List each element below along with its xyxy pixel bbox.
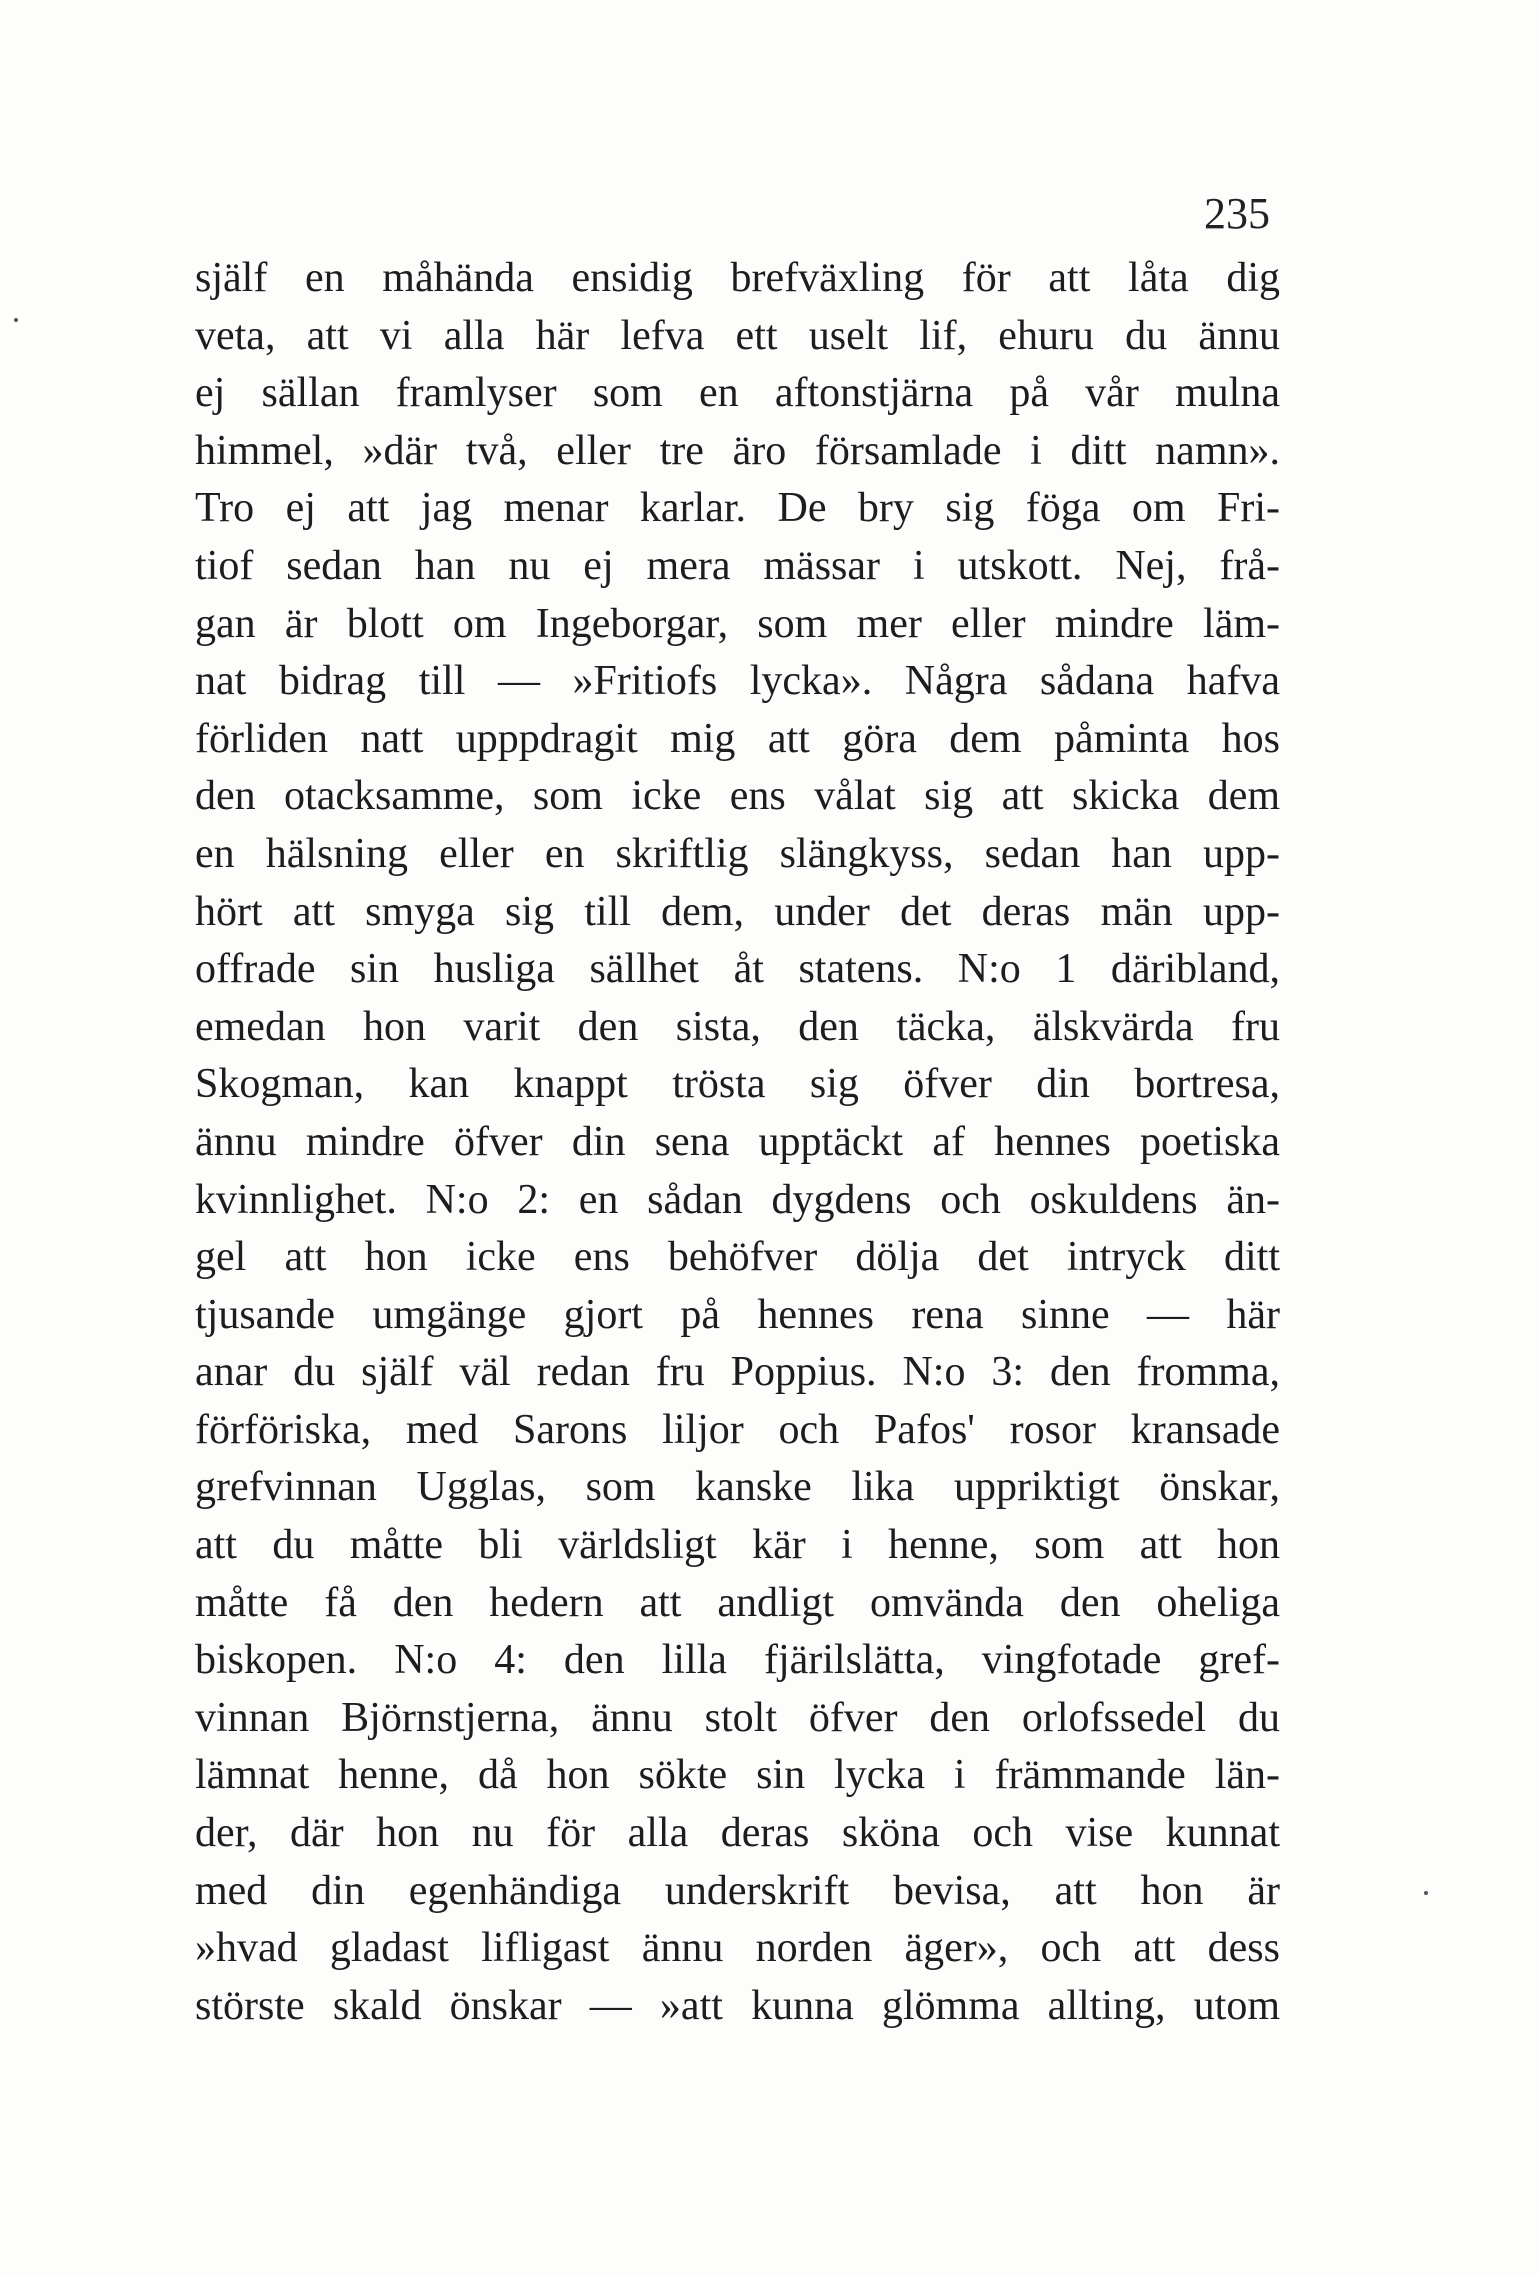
text-line: anar du själf väl redan fru Poppius. N:o 3: den fromma, [195,1349,1280,1396]
page-number: 235 [1204,189,1270,238]
scan-speck [1424,1891,1428,1895]
text-line: en hälsning eller en skriftlig slängkyss, sedan han upp- [195,830,1280,877]
text-line: »hvad gladast lifligast ännu norden äger», och att dess [195,1925,1280,1972]
text-line: ej sällan framlyser som en aftonstjärna på vår mulna [195,370,1280,417]
text-line: att du måtte bli världsligt kär i henne, som att hon [195,1522,1280,1569]
text-line: vinnan Björnstjerna, ännu stolt öfver den orlofssedel du [195,1694,1280,1741]
text-line: själf en måhända ensidig brefväxling för att låta dig [195,255,1280,301]
text-line: grefvinnan Ugglas, som kanske lika uppriktigt önskar, [195,1464,1280,1511]
text-line: den otacksamme, som icke ens vålat sig att skicka dem [195,773,1280,820]
text-line: med din egenhändiga underskrift bevisa, att hon är [195,1867,1280,1914]
body-text [195,250,1280,2035]
text-line: måtte få den hedern att andligt omvända den oheliga [195,1579,1280,1626]
text-line: tiof sedan han nu ej mera mässar i utskott. Nej, frå- [195,542,1280,589]
scan-speck [14,318,18,322]
text-line: nat bidrag till — »Fritiofs lycka». Några sådana hafva [195,658,1280,705]
text-line: störste skald önskar — »att kunna glömma allting, utom [195,1982,1280,2029]
text-line: biskopen. N:o 4: den lilla fjärilslätta, vingfotade gref- [195,1637,1280,1684]
text-line: gan är blott om Ingeborgar, som mer eller mindre läm- [195,600,1280,647]
text-line: tjusande umgänge gjort på hennes rena sinne — här [195,1291,1280,1338]
text-line: hört att smyga sig till dem, under det deras män upp- [195,888,1280,935]
text-line: förföriska, med Sarons liljor och Pafos' rosor kransade [195,1406,1280,1453]
text-line: emedan hon varit den sista, den täcka, älskvärda fru [195,1003,1280,1050]
text-line: gel att hon icke ens behöfver dölja det intryck ditt [195,1234,1280,1281]
text-line: der, där hon nu för alla deras sköna och vise kunnat [195,1810,1280,1857]
text-line: lämnat henne, då hon sökte sin lycka i främmande län- [195,1752,1280,1799]
text-line: Tro ej att jag menar karlar. De bry sig föga om Fri- [195,485,1280,532]
text-line: himmel, »där två, eller tre äro församlade i ditt namn». [195,427,1280,474]
text-line: ännu mindre öfver din sena upptäckt af hennes poetiska [195,1118,1280,1165]
text-line: offrade sin husliga sällhet åt statens. N:o 1 däribland, [195,946,1280,993]
text-line: veta, att vi alla här lefva ett uselt lif, ehuru du ännu [195,312,1280,359]
text-line: Skogman, kan knappt trösta sig öfver din bortresa, [195,1061,1280,1108]
text-line: kvinnlighet. N:o 2: en sådan dygdens och oskuldens än- [195,1176,1280,1223]
text-line: förliden natt upppdragit mig att göra dem påminta hos [195,715,1280,762]
